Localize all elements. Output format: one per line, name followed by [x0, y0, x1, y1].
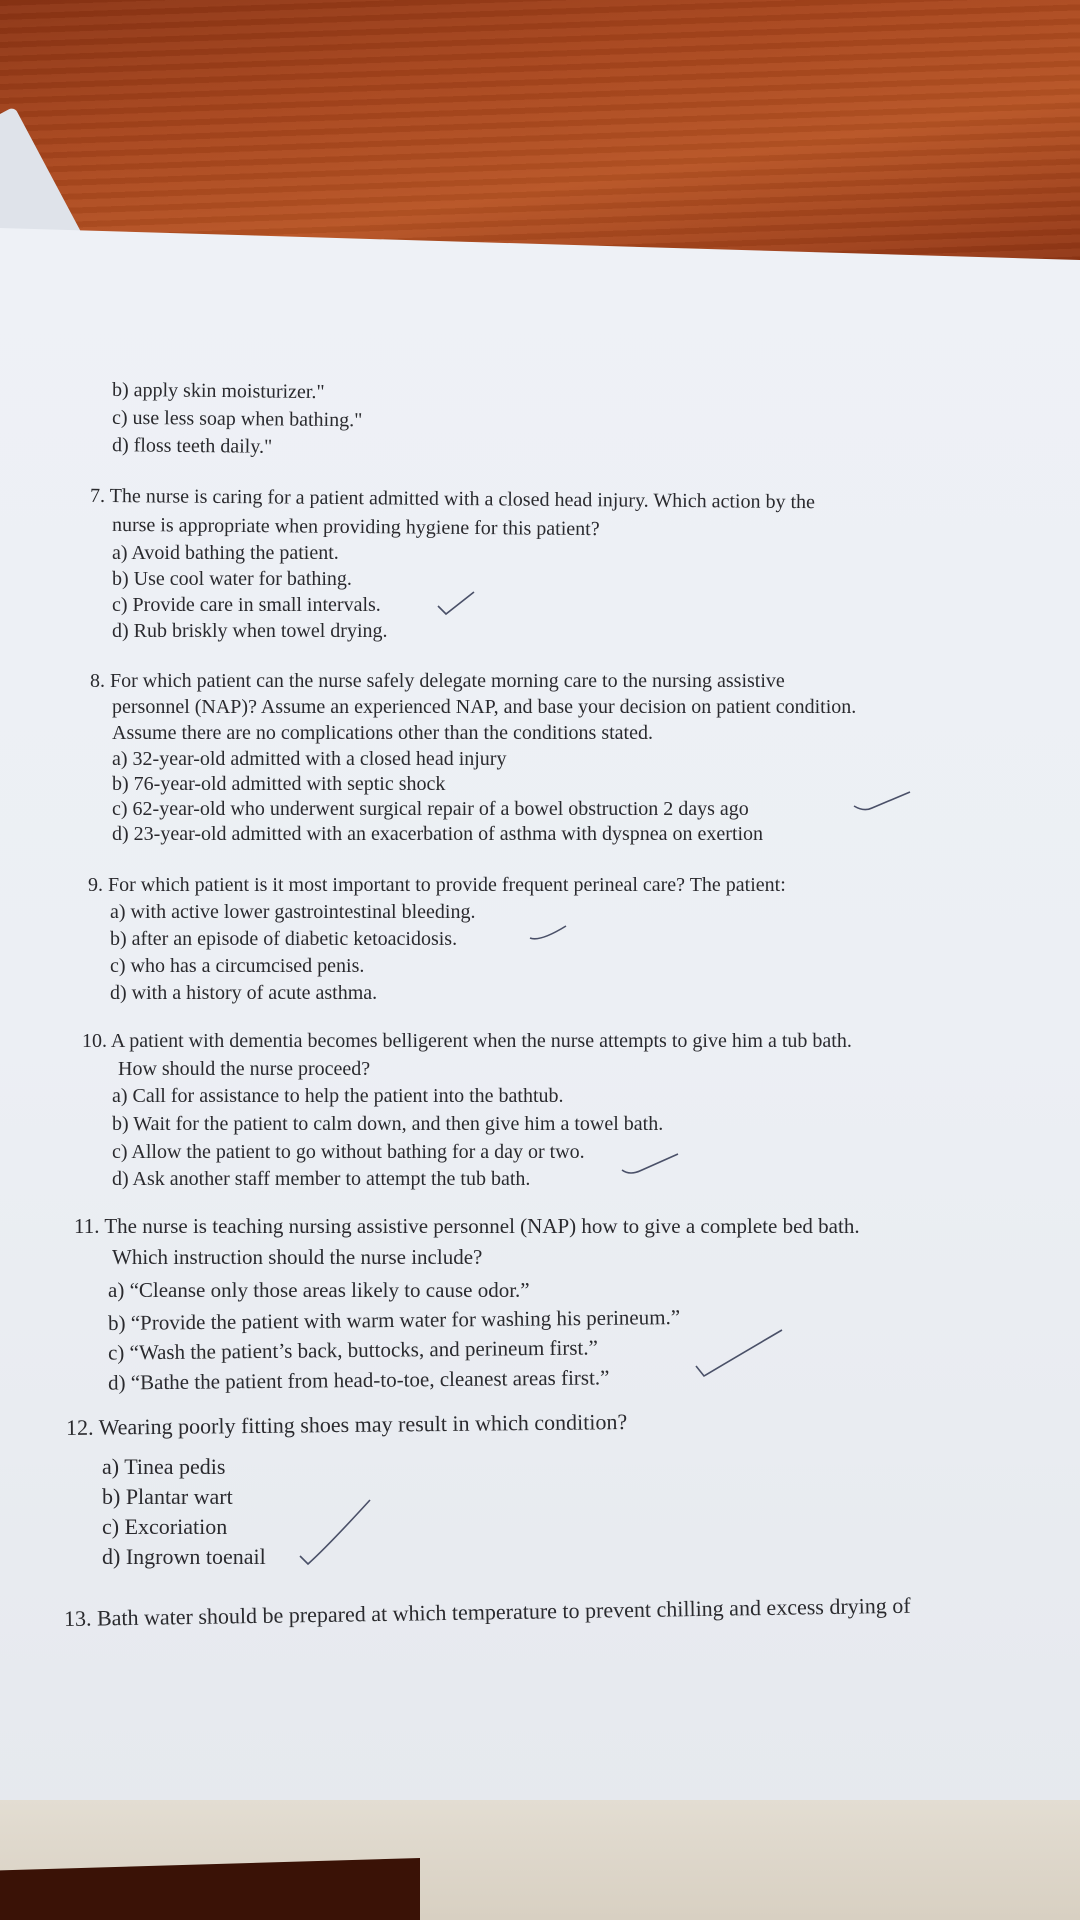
q12-option-a: a) Tinea pedis: [102, 1454, 226, 1479]
checkmark-icon: [436, 588, 476, 618]
q10-option-c: c) Allow the patient to go without bathing for a day or two.: [112, 1141, 585, 1163]
q10-option-a: a) Call for assistance to help the patient into the bathtub.: [112, 1085, 564, 1107]
q9-option-c: c) who has a circumcised penis.: [110, 955, 365, 977]
q13-stem-line1: 13. Bath water should be prepared at which temperature to prevent chilling and excess drying of: [63, 1592, 911, 1631]
q8-stem-line3: Assume there are no complications other than the conditions stated.: [112, 722, 653, 744]
checkmark-icon: [298, 1496, 374, 1568]
q9-stem-line1: 9. For which patient is it most important to provide frequent perineal care? The patient:: [88, 874, 786, 896]
q12-option-c: c) Excoriation: [102, 1514, 228, 1539]
q7-option-b: b) Use cool water for bathing.: [112, 568, 352, 590]
q8-option-a: a) 32-year-old admitted with a closed head injury: [112, 748, 507, 770]
q12-option-d: d) Ingrown toenail: [102, 1544, 266, 1569]
q10-option-b: b) Wait for the patient to calm down, and then give him a towel bath.: [112, 1113, 664, 1135]
q9-option-b: b) after an episode of diabetic ketoacidosis.: [110, 928, 458, 950]
q11-option-b: b) “Provide the patient with warm water for washing his perineum.”: [107, 1305, 681, 1335]
q12-stem-line1: 12. Wearing poorly fitting shoes may result in which condition?: [65, 1409, 628, 1440]
q9-option-d: d) with a history of acute asthma.: [110, 982, 378, 1004]
q10-stem-line2: How should the nurse proceed?: [118, 1058, 371, 1080]
q10-stem-line1: 10. A patient with dementia becomes belligerent when the nurse attempts to give him a tub bath.: [82, 1030, 852, 1052]
q11-option-a: a) “Cleanse only those areas likely to cause odor.”: [108, 1278, 530, 1302]
q8-option-c: c) 62-year-old who underwent surgical repair of a bowel obstruction 2 days ago: [112, 798, 749, 820]
q11-stem-line1: 11. The nurse is teaching nursing assistive personnel (NAP) how to give a complete bed bath.: [74, 1214, 860, 1238]
checkmark-icon: [694, 1326, 784, 1382]
q11-option-d: d) “Bathe the patient from head-to-toe, cleanest areas first.”: [107, 1365, 610, 1395]
q12-option-b: b) Plantar wart: [102, 1484, 233, 1509]
checkmark-icon: [620, 1150, 680, 1180]
q8-stem-line2: personnel (NAP)? Assume an experienced NAP, and base your decision on patient condition.: [112, 696, 857, 718]
q7-option-d: d) Rub briskly when towel drying.: [112, 620, 388, 642]
q10-option-d: d) Ask another staff member to attempt the tub bath.: [112, 1168, 531, 1190]
q7-option-a: a) Avoid bathing the patient.: [112, 542, 339, 564]
q8-stem-line1: 8. For which patient can the nurse safely delegate morning care to the nursing assistive: [90, 670, 785, 692]
checkmark-icon: [528, 920, 568, 944]
q6-option-d: d) floss teeth daily.": [111, 434, 273, 458]
q6-option-b: b) apply skin moisturizer.": [111, 378, 325, 404]
q8-option-b: b) 76-year-old admitted with septic shock: [112, 773, 446, 795]
q9-option-a: a) with active lower gastrointestinal bleeding.: [110, 901, 476, 923]
q7-stem-line2: nurse is appropriate when providing hygiene for this patient?: [111, 513, 600, 541]
q6-option-c: c) use less soap when bathing.": [111, 406, 363, 432]
q7-option-c: c) Provide care in small intervals.: [112, 594, 381, 616]
q8-option-d: d) 23-year-old admitted with an exacerbation of asthma with dyspnea on exertion: [112, 823, 764, 845]
q7-stem-line1: 7. The nurse is caring for a patient admitted with a closed head injury. Which action by the: [89, 484, 816, 514]
q11-option-c: c) “Wash the patient’s back, buttocks, and perineum first.”: [107, 1335, 599, 1365]
checkmark-icon: [852, 786, 912, 816]
q11-stem-line2: Which instruction should the nurse include?: [112, 1245, 483, 1269]
